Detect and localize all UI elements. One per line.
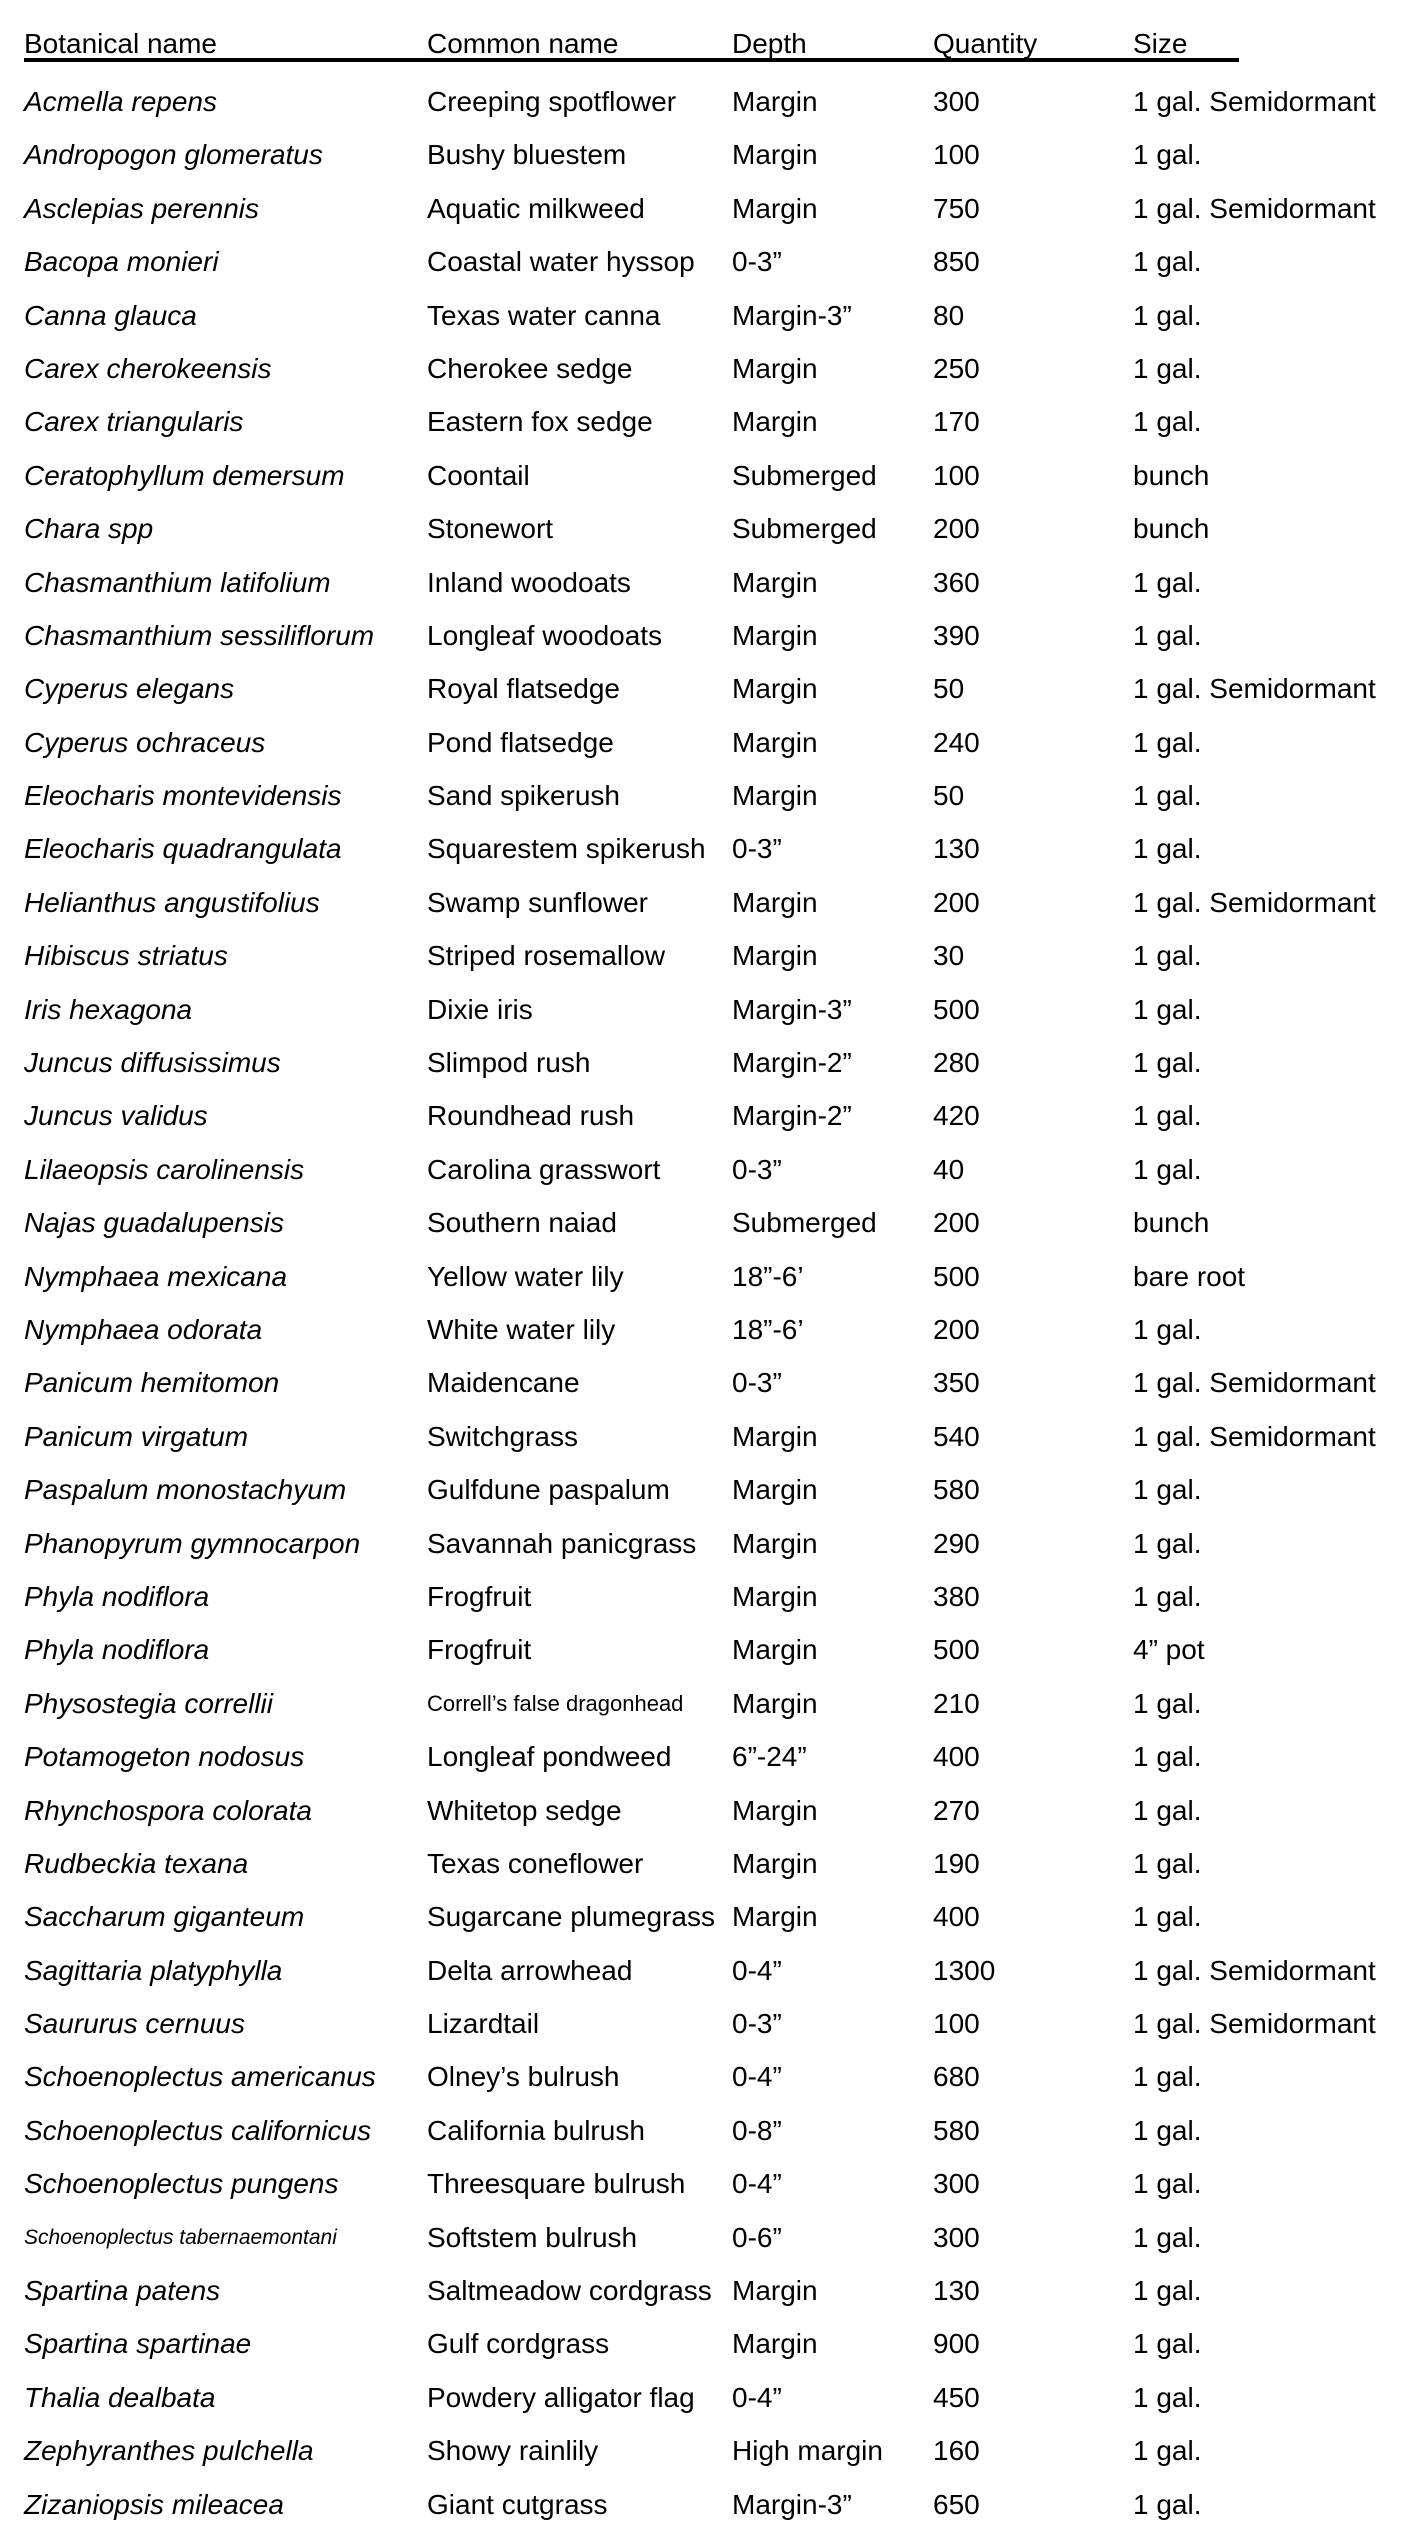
common-name-cell: Delta arrowhead — [427, 1954, 633, 1986]
depth-cell: Margin-3” — [732, 299, 852, 331]
botanical-name-cell: Helianthus angustifolius — [24, 886, 320, 918]
botanical-name-cell: Eleocharis quadrangulata — [24, 833, 342, 865]
size-cell: 1 gal. — [1133, 1794, 1202, 1826]
common-name-cell: Whitetop sedge — [427, 1794, 622, 1826]
quantity-cell: 380 — [933, 1580, 980, 1612]
depth-cell: Margin-2” — [732, 1047, 852, 1079]
depth-cell: Margin — [732, 940, 818, 972]
size-cell: 1 gal. Semidormant — [1133, 886, 1376, 918]
common-name-cell: Creeping spotflower — [427, 86, 677, 117]
header-common-name: Common name — [427, 28, 619, 59]
table-row — [0, 769, 1417, 822]
common-name-cell: Sugarcane plumegrass — [427, 1901, 715, 1933]
quantity-cell: 300 — [933, 2168, 980, 2200]
size-cell: 1 gal. Semidormant — [1133, 673, 1376, 705]
depth-cell: 0-4” — [732, 2061, 782, 2093]
common-name-cell: Stonewort — [427, 513, 554, 545]
quantity-cell: 540 — [933, 1420, 980, 1452]
botanical-name-cell: Sagittaria platyphylla — [24, 1954, 283, 1986]
quantity-cell: 200 — [933, 1313, 980, 1345]
table-row — [0, 395, 1417, 448]
common-name-cell: Olney’s bulrush — [427, 2061, 620, 2093]
depth-cell: Margin — [732, 619, 818, 651]
table-row — [0, 1837, 1417, 1890]
depth-cell: Margin — [732, 1687, 818, 1719]
common-name-cell: Inland woodoats — [427, 566, 631, 598]
common-name-cell: Aquatic milkweed — [427, 192, 645, 224]
depth-cell: Margin-3” — [732, 993, 852, 1025]
size-cell: bunch — [1133, 1207, 1210, 1239]
botanical-name-cell: Hibiscus striatus — [24, 940, 228, 972]
botanical-name-cell: Nymphaea odorata — [24, 1313, 263, 1345]
common-name-cell: Yellow water lily — [427, 1260, 624, 1292]
size-cell: 1 gal. — [1133, 726, 1202, 758]
common-name-cell: Gulf cordgrass — [427, 2328, 610, 2360]
size-cell: 1 gal. — [1133, 299, 1202, 331]
common-name-cell: Powdery alligator flag — [427, 2381, 695, 2413]
depth-cell: Margin — [732, 1474, 818, 1506]
table-row — [0, 75, 1417, 128]
table-row — [0, 1250, 1417, 1303]
size-cell: 1 gal. — [1133, 1313, 1202, 1345]
quantity-cell: 80 — [933, 299, 965, 331]
size-cell: 1 gal. — [1133, 1847, 1202, 1879]
botanical-name-cell: Eleocharis montevidensis — [24, 780, 342, 812]
table-row — [0, 2478, 1417, 2531]
botanical-name-cell: Spartina spartinae — [24, 2328, 252, 2360]
table-row — [0, 1997, 1417, 2050]
quantity-cell: 300 — [933, 86, 980, 117]
table-row — [0, 1356, 1417, 1409]
botanical-name-cell: Bacopa monieri — [24, 246, 219, 278]
depth-cell: Margin — [732, 1527, 818, 1559]
depth-cell: 0-8” — [732, 2114, 782, 2146]
common-name-cell: Savannah panicgrass — [427, 1527, 697, 1559]
depth-cell: 0-3” — [732, 833, 782, 865]
header-botanical-name: Botanical name — [24, 28, 218, 59]
depth-cell: 0-3” — [732, 1367, 782, 1399]
table-row — [0, 342, 1417, 395]
common-name-cell: Carolina grasswort — [427, 1153, 661, 1185]
table-row — [0, 2371, 1417, 2424]
quantity-cell: 400 — [933, 1901, 980, 1933]
table-row — [0, 2317, 1417, 2370]
size-cell: 1 gal. — [1133, 1100, 1202, 1132]
table-row — [0, 2264, 1417, 2317]
table-row — [0, 2211, 1417, 2264]
botanical-name-cell: Zizaniopsis mileacea — [24, 2488, 284, 2520]
quantity-cell: 500 — [933, 993, 980, 1025]
table-row — [0, 1410, 1417, 1463]
depth-cell: Margin — [732, 2328, 818, 2360]
table-row — [0, 2424, 1417, 2477]
common-name-cell: Eastern fox sedge — [427, 406, 653, 438]
depth-cell: Margin — [732, 726, 818, 758]
depth-cell: Submerged — [732, 1207, 877, 1239]
table-row — [0, 1089, 1417, 1142]
common-name-cell: Royal flatsedge — [427, 673, 621, 705]
size-cell: bunch — [1133, 459, 1210, 491]
depth-cell: Margin — [732, 886, 818, 918]
botanical-name-cell: Thalia dealbata — [24, 2381, 216, 2413]
size-cell: 1 gal. — [1133, 1047, 1202, 1079]
table-row — [0, 1944, 1417, 1997]
header-divider — [24, 58, 1239, 62]
quantity-cell: 350 — [933, 1367, 980, 1399]
size-cell: 1 gal. — [1133, 2114, 1202, 2146]
table-row — [0, 929, 1417, 982]
quantity-cell: 580 — [933, 2114, 980, 2146]
table-row — [0, 1890, 1417, 1943]
quantity-cell: 130 — [933, 2275, 980, 2307]
botanical-name-cell: Chara spp — [24, 513, 154, 545]
table-row — [0, 1570, 1417, 1623]
botanical-name-cell: Rudbeckia texana — [24, 1847, 249, 1879]
size-cell: 1 gal. — [1133, 566, 1202, 598]
common-name-cell: Saltmeadow cordgrass — [427, 2275, 712, 2307]
quantity-cell: 390 — [933, 619, 980, 651]
size-cell: 1 gal. — [1133, 1687, 1202, 1719]
common-name-cell: Softstem bulrush — [427, 2221, 638, 2253]
table-row — [0, 1730, 1417, 1783]
common-name-cell: Frogfruit — [427, 1634, 532, 1666]
table-row — [0, 1517, 1417, 1570]
botanical-name-cell: Najas guadalupensis — [24, 1207, 284, 1239]
botanical-name-cell: Schoenoplectus californicus — [24, 2114, 372, 2146]
depth-cell: Margin — [732, 139, 818, 171]
quantity-cell: 130 — [933, 833, 980, 865]
table-row — [0, 2050, 1417, 2103]
botanical-name-cell: Juncus diffusissimus — [24, 1047, 281, 1079]
header-size: Size — [1133, 28, 1188, 59]
quantity-cell: 300 — [933, 2221, 980, 2253]
size-cell: 1 gal. — [1133, 2275, 1202, 2307]
table-row — [0, 449, 1417, 502]
depth-cell: Margin — [732, 1420, 818, 1452]
common-name-cell: Coontail — [427, 459, 530, 491]
quantity-cell: 1300 — [933, 1954, 996, 1986]
size-cell: 1 gal. — [1133, 2061, 1202, 2093]
botanical-name-cell: Cyperus ochraceus — [24, 726, 266, 758]
quantity-cell: 250 — [933, 352, 980, 384]
common-name-cell: Correll’s false dragonhead — [427, 1690, 684, 1716]
quantity-cell: 400 — [933, 1741, 980, 1773]
depth-cell: 0-6” — [732, 2221, 782, 2253]
common-name-cell: Southern naiad — [427, 1207, 617, 1239]
depth-cell: 0-4” — [732, 2381, 782, 2413]
botanical-name-cell: Lilaeopsis carolinensis — [24, 1153, 305, 1185]
size-cell: 1 gal. — [1133, 1474, 1202, 1506]
common-name-cell: Switchgrass — [427, 1420, 578, 1452]
size-cell: 1 gal. — [1133, 2435, 1202, 2467]
botanical-name-cell: Phyla nodiflora — [24, 1580, 210, 1612]
quantity-cell: 290 — [933, 1527, 980, 1559]
size-cell: 1 gal. — [1133, 1741, 1202, 1773]
size-cell: 1 gal. Semidormant — [1133, 1367, 1376, 1399]
table-row — [0, 1143, 1417, 1196]
depth-cell: 0-3” — [732, 2008, 782, 2040]
botanical-name-cell: Schoenoplectus tabernaemontani — [24, 2225, 337, 2249]
common-name-cell: Slimpod rush — [427, 1047, 591, 1079]
quantity-cell: 650 — [933, 2488, 980, 2520]
common-name-cell: Showy rainlily — [427, 2435, 599, 2467]
quantity-cell: 50 — [933, 780, 965, 812]
table-row — [0, 1196, 1417, 1249]
botanical-name-cell: Chasmanthium latifolium — [24, 566, 331, 598]
depth-cell: Margin — [732, 1580, 818, 1612]
botanical-name-cell: Cyperus elegans — [24, 673, 235, 705]
table-row — [0, 289, 1417, 342]
table-row — [0, 2157, 1417, 2210]
size-cell: 1 gal. — [1133, 940, 1202, 972]
table-row — [0, 2104, 1417, 2157]
depth-cell: Margin — [732, 406, 818, 438]
depth-cell: Margin — [732, 1794, 818, 1826]
quantity-cell: 750 — [933, 192, 980, 224]
botanical-name-cell: Saccharum giganteum — [24, 1901, 305, 1933]
table-row — [0, 1784, 1417, 1837]
table-row — [0, 662, 1417, 715]
depth-cell: Margin — [732, 566, 818, 598]
table-row — [0, 502, 1417, 555]
botanical-name-cell: Carex cherokeensis — [24, 352, 272, 384]
size-cell: 1 gal. — [1133, 352, 1202, 384]
botanical-name-cell: Phanopyrum gymnocarpon — [24, 1527, 361, 1559]
depth-cell: 18”-6’ — [732, 1260, 804, 1292]
botanical-name-cell: Spartina patens — [24, 2275, 221, 2307]
table-row — [0, 716, 1417, 769]
common-name-cell: Sand spikerush — [427, 780, 621, 812]
size-cell: 1 gal. — [1133, 1153, 1202, 1185]
botanical-name-cell: Asclepias perennis — [24, 192, 260, 224]
table-row — [0, 1303, 1417, 1356]
size-cell: 1 gal. — [1133, 1580, 1202, 1612]
depth-cell: Margin — [732, 673, 818, 705]
quantity-cell: 100 — [933, 2008, 980, 2040]
size-cell: 1 gal. — [1133, 993, 1202, 1025]
quantity-cell: 580 — [933, 1474, 980, 1506]
botanical-name-cell: Panicum virgatum — [24, 1420, 249, 1452]
table-row — [0, 822, 1417, 875]
botanical-name-cell: Panicum hemitomon — [24, 1367, 280, 1399]
size-cell: 1 gal. — [1133, 833, 1202, 865]
quantity-cell: 500 — [933, 1260, 980, 1292]
quantity-cell: 420 — [933, 1100, 980, 1132]
table-row — [0, 1463, 1417, 1516]
table-row — [0, 556, 1417, 609]
size-cell: 1 gal. — [1133, 2488, 1202, 2520]
size-cell: bare root — [1133, 1260, 1246, 1292]
botanical-name-cell: Phyla nodiflora — [24, 1634, 210, 1666]
botanical-name-cell: Saururus cernuus — [24, 2008, 246, 2040]
size-cell: 1 gal. — [1133, 1527, 1202, 1559]
size-cell: 1 gal. — [1133, 619, 1202, 651]
table-header — [0, 26, 1417, 62]
size-cell: 1 gal. Semidormant — [1133, 2008, 1376, 2040]
botanical-name-cell: Potamogeton nodosus — [24, 1741, 305, 1773]
common-name-cell: Cherokee sedge — [427, 352, 633, 384]
size-cell: 1 gal. — [1133, 2381, 1202, 2413]
quantity-cell: 190 — [933, 1847, 980, 1879]
quantity-cell: 40 — [933, 1153, 965, 1185]
size-cell: 1 gal. Semidormant — [1133, 1420, 1376, 1452]
depth-cell: 0-3” — [732, 246, 782, 278]
depth-cell: Margin — [732, 2275, 818, 2307]
quantity-cell: 200 — [933, 1207, 980, 1239]
table-row — [0, 876, 1417, 929]
common-name-cell: Frogfruit — [427, 1580, 532, 1612]
quantity-cell: 210 — [933, 1687, 980, 1719]
common-name-cell: Lizardtail — [427, 2008, 540, 2040]
table-row — [0, 182, 1417, 235]
depth-cell: 6”-24” — [732, 1741, 807, 1773]
common-name-cell: White water lily — [427, 1313, 616, 1345]
common-name-cell: Texas coneflower — [427, 1847, 644, 1879]
common-name-cell: Maidencane — [427, 1367, 580, 1399]
size-cell: 1 gal. — [1133, 1901, 1202, 1933]
table-row — [0, 128, 1417, 181]
depth-cell: Margin — [732, 780, 818, 812]
botanical-name-cell: Chasmanthium sessiliflorum — [24, 619, 375, 651]
table-row — [0, 1677, 1417, 1730]
table-row — [0, 983, 1417, 1036]
botanical-name-cell: Schoenoplectus americanus — [24, 2061, 376, 2093]
depth-cell: Margin — [732, 86, 818, 117]
depth-cell: Margin — [732, 1901, 818, 1933]
common-name-cell: Longleaf woodoats — [427, 619, 663, 651]
depth-cell: 0-4” — [732, 2168, 782, 2200]
quantity-cell: 680 — [933, 2061, 980, 2093]
depth-cell: 18”-6’ — [732, 1313, 804, 1345]
common-name-cell: Texas water canna — [427, 299, 661, 331]
common-name-cell: California bulrush — [427, 2114, 645, 2146]
quantity-cell: 360 — [933, 566, 980, 598]
quantity-cell: 200 — [933, 513, 980, 545]
quantity-cell: 280 — [933, 1047, 980, 1079]
size-cell: bunch — [1133, 513, 1210, 545]
depth-cell: 0-3” — [732, 1153, 782, 1185]
quantity-cell: 900 — [933, 2328, 980, 2360]
depth-cell: Submerged — [732, 459, 877, 491]
size-cell: 1 gal. — [1133, 2168, 1202, 2200]
table-row — [0, 609, 1417, 662]
quantity-cell: 450 — [933, 2381, 980, 2413]
quantity-cell: 30 — [933, 940, 965, 972]
quantity-cell: 270 — [933, 1794, 980, 1826]
depth-cell: High margin — [732, 2435, 883, 2467]
depth-cell: Margin — [732, 1634, 818, 1666]
quantity-cell: 500 — [933, 1634, 980, 1666]
common-name-cell: Bushy bluestem — [427, 139, 627, 171]
botanical-name-cell: Iris hexagona — [24, 993, 193, 1025]
depth-cell: Submerged — [732, 513, 877, 545]
common-name-cell: Squarestem spikerush — [427, 833, 706, 865]
botanical-name-cell: Nymphaea mexicana — [24, 1260, 288, 1292]
quantity-cell: 200 — [933, 886, 980, 918]
botanical-name-cell: Zephyranthes pulchella — [24, 2435, 314, 2467]
common-name-cell: Swamp sunflower — [427, 886, 648, 918]
common-name-cell: Roundhead rush — [427, 1100, 635, 1132]
table-row — [0, 1036, 1417, 1089]
depth-cell: 0-4” — [732, 1954, 782, 1986]
botanical-name-cell: Rhynchospora colorata — [24, 1794, 312, 1826]
depth-cell: Margin — [732, 1847, 818, 1879]
size-cell: 1 gal. Semidormant — [1133, 1954, 1376, 1986]
depth-cell: Margin-2” — [732, 1100, 852, 1132]
table-row — [0, 235, 1417, 288]
depth-cell: Margin — [732, 352, 818, 384]
botanical-name-cell: Ceratophyllum demersum — [24, 459, 345, 491]
common-name-cell: Striped rosemallow — [427, 940, 666, 972]
header-depth: Depth — [732, 28, 807, 59]
quantity-cell: 160 — [933, 2435, 980, 2467]
botanical-name-cell: Canna glauca — [24, 299, 197, 331]
quantity-cell: 100 — [933, 459, 980, 491]
size-cell: 1 gal. — [1133, 2221, 1202, 2253]
botanical-name-cell: Acmella repens — [24, 86, 217, 117]
botanical-name-cell: Paspalum monostachyum — [24, 1474, 347, 1506]
common-name-cell: Pond flatsedge — [427, 726, 614, 758]
depth-cell: Margin — [732, 192, 818, 224]
botanical-name-cell: Carex triangularis — [24, 406, 244, 438]
quantity-cell: 50 — [933, 673, 965, 705]
size-cell: 1 gal. — [1133, 780, 1202, 812]
botanical-name-cell: Juncus validus — [24, 1100, 208, 1132]
depth-cell: Margin-3” — [732, 2488, 852, 2520]
botanical-name-cell: Schoenoplectus pungens — [24, 2168, 339, 2200]
quantity-cell: 240 — [933, 726, 980, 758]
quantity-cell: 100 — [933, 139, 980, 171]
size-cell: 1 gal. — [1133, 246, 1202, 278]
header-quantity: Quantity — [933, 28, 1038, 59]
common-name-cell: Longleaf pondweed — [427, 1741, 672, 1773]
common-name-cell: Dixie iris — [427, 993, 533, 1025]
common-name-cell: Giant cutgrass — [427, 2488, 608, 2520]
size-cell: 1 gal. Semidormant — [1133, 86, 1376, 117]
size-cell: 1 gal. — [1133, 2328, 1202, 2360]
botanical-name-cell: Physostegia correllii — [24, 1687, 273, 1719]
size-cell: 1 gal. — [1133, 139, 1202, 171]
table-body — [0, 75, 1417, 2531]
size-cell: 1 gal. — [1133, 406, 1202, 438]
table-row — [0, 1623, 1417, 1676]
quantity-cell: 170 — [933, 406, 980, 438]
common-name-cell: Coastal water hyssop — [427, 246, 695, 278]
common-name-cell: Threesquare bulrush — [427, 2168, 686, 2200]
common-name-cell: Gulfdune paspalum — [427, 1474, 670, 1506]
quantity-cell: 850 — [933, 246, 980, 278]
botanical-name-cell: Andropogon glomeratus — [24, 139, 323, 171]
size-cell: 1 gal. Semidormant — [1133, 192, 1376, 224]
size-cell: 4” pot — [1133, 1634, 1205, 1666]
